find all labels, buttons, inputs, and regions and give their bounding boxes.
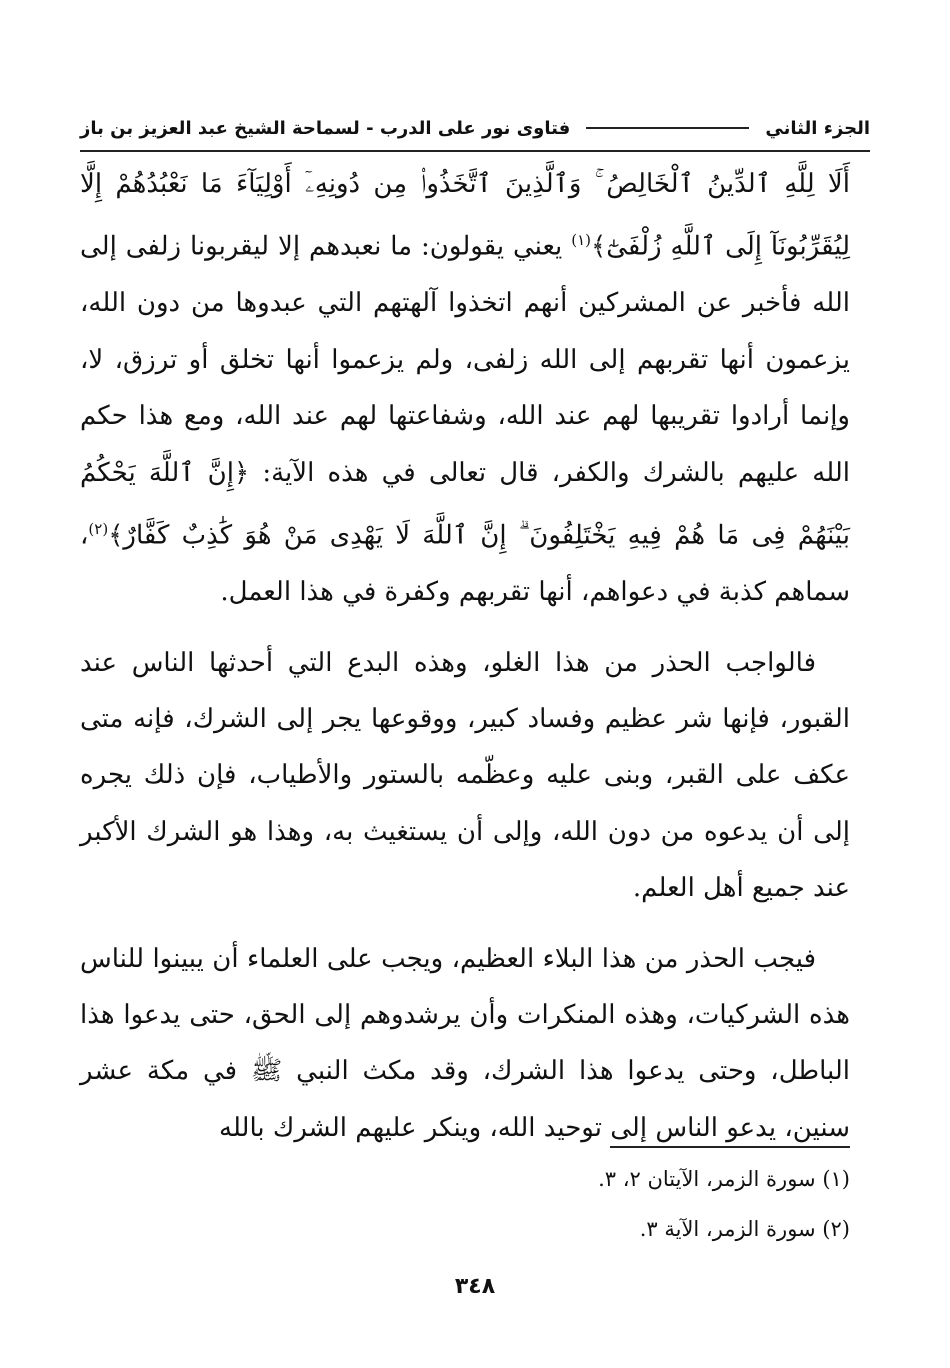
header-divider [80,150,870,152]
paragraph-2: فالواجب الحذر من هذا الغلو، وهذه البدع التي أحدثها الناس عند القبور، فإنها شر عظيم وفساد كبير، ووقوعها يجر إلى الشرك، فإنه متى عكف على القبر، وبنى عليه وعظّمه بالستور والأطياب، فإن ذلك يجره إلى أن يدعوه من دون الله، وإلى أن يستغيث به، وهذا هو الشرك الأكبر عند جميع أهل العلم. [80,647,850,904]
paragraph-3: فيجب الحذر من هذا البلاء العظيم، ويجب على العلماء أن يبينوا للناس هذه الشركيات، وهذه المنكرات وأن يرشدوهم إلى الحق، حتى يدعوا هذا الباطل، وحتى يدعوا هذا الشرك، وقد مكث النبي ﷺ في مكة عشر سنين، يدعو الناس إلى توحيد الله، وينكر عليهم الشرك بالله [80,943,850,1143]
footnote-1: (١) سورة الزمر، الآيتان ٢، ٣. [598,1167,850,1191]
page-number: ٣٤٨ [454,1274,496,1299]
body-text [80,156,850,1156]
footnote-2: (٢) سورة الزمر، الآية ٣. [639,1217,850,1241]
header-rule [586,127,749,129]
footnote-divider [610,1146,850,1148]
footnotes [420,1154,850,1254]
book-title: فتاوى نور على الدرب - لسماحة الشيخ عبد العزيز بن باز [80,117,571,139]
volume-label: الجزء الثاني [765,117,870,139]
running-header [80,108,870,148]
paragraph-1 [80,156,850,621]
paragraph-1-text-b: ، سماهم كذبة في دعواهم، أنها تقربهم وكفرة في هذا العمل. [80,520,850,608]
quran-verse: أَلَا لِلَّهِ ٱلدِّينُ ٱلْخَالِصُ ۚ وَٱلَّذِينَ ٱتَّخَذُوا۟ مِن دُونِهِۦٓ أَوْلِيَآءَ مَا نَعْبُدُهُمْ إِلَّا لِيُقَرِّبُونَآ إِلَى ٱللَّهِ زُلْفَىٰٓ﴾ [80,169,850,263]
footnote-ref-1: (١) [571,231,592,250]
footnote-ref-2: (٢) [88,520,109,539]
paragraph-1-text-a: يعني يقولون: ما نعبدهم إلا ليقربونا زلفى إلى الله فأخبر عن المشركين أنهم اتخذوا آلهتهم التي عبدوها من دون الله، يزعمون أنها تقربهم إلى الله زلفى، ولم يزعموا أنها تخلق أو ترزق، لا، وإنما أرادوا تقريبها لهم عند الله، وشفاعتها لهم عند الله، ومع هذا حكم الله عليهم بالشرك والكفر، قال تعالى في هذه الآية: [80,232,850,488]
quran-verse: ﴿إِنَّ ٱللَّهَ يَحْكُمُ بَيْنَهُمْ فِى مَا هُمْ فِيهِ يَخْتَلِفُونَ ۗ إِنَّ ٱللَّهَ لَا يَهْدِى مَنْ هُوَ كَٰذِبٌ كَفَّارٌ﴾ [80,457,850,551]
